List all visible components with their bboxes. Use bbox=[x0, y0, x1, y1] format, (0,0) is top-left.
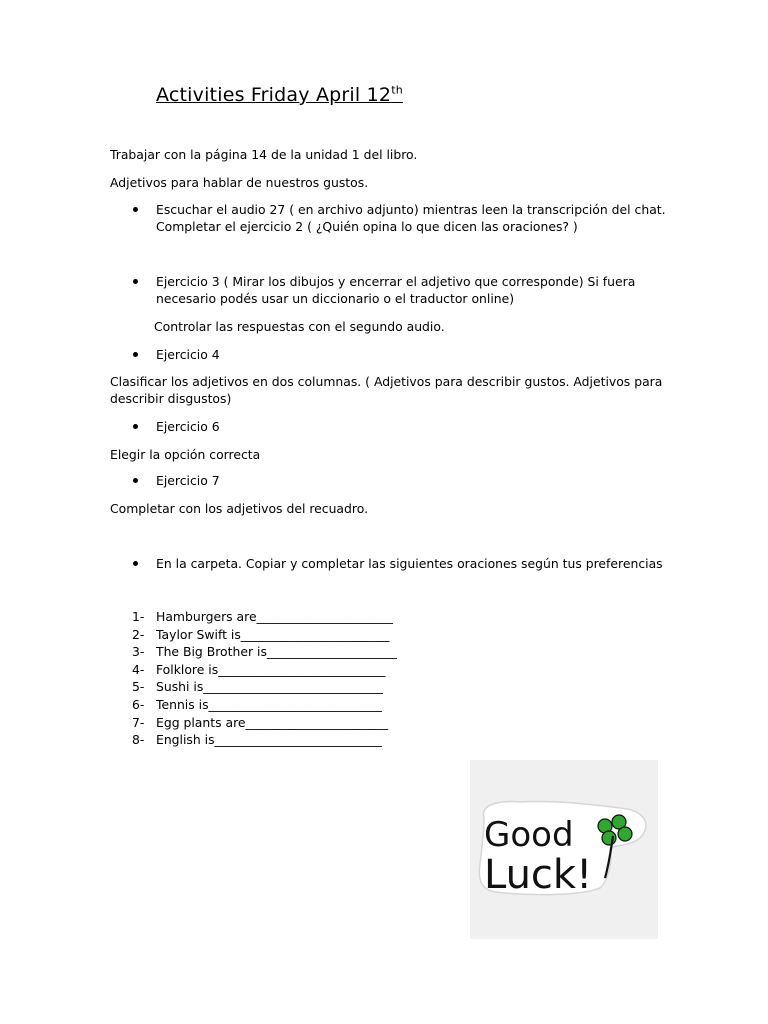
paragraph-adjectives: Adjetivos para hablar de nuestros gustos. bbox=[110, 175, 369, 190]
title-text: Activities Friday April 12 bbox=[156, 84, 392, 106]
sticker-text-luck: Luck! bbox=[484, 852, 593, 898]
list-item-number: 6- bbox=[132, 697, 145, 712]
bullet-exercise6: Ejercicio 6 bbox=[156, 419, 220, 434]
list-item-number: 4- bbox=[132, 661, 145, 677]
list-item-number: 3- bbox=[132, 644, 145, 660]
paragraph-classify-line2: describir disgustos) bbox=[110, 391, 232, 406]
bullet-exercise7: Ejercicio 7 bbox=[156, 473, 220, 488]
bullet-audio-line1: Escuchar el audio 27 ( en archivo adjunto) mientras leen la transcripción del chat. bbox=[156, 202, 666, 217]
list-item: Tennis is____________________________ bbox=[156, 697, 382, 712]
list-item: Sushi is_____________________________ bbox=[156, 679, 383, 695]
bullet-dot bbox=[133, 352, 138, 357]
bullet-audio-line2: Completar el ejercicio 2 ( ¿Quién opina lo que dicen las oraciones? ) bbox=[156, 219, 578, 234]
bullet-dot bbox=[133, 424, 138, 429]
bullet-exercise3-line2: necesario podés usar un diccionario o el traductor online) bbox=[156, 291, 515, 306]
good-luck-sticker bbox=[470, 760, 658, 939]
bullet-dot bbox=[133, 561, 138, 566]
paragraph-complete-adjectives: Completar con los adjetivos del recuadro. bbox=[110, 501, 369, 516]
list-item-number: 8- bbox=[132, 732, 145, 748]
bullet-dot bbox=[133, 207, 138, 212]
bullet-dot bbox=[133, 478, 138, 483]
sticker-text-good: Good bbox=[484, 815, 574, 855]
list-item: The Big Brother is_____________________ bbox=[156, 644, 397, 660]
list-item: English is___________________________ bbox=[156, 732, 382, 748]
list-item-number: 1- bbox=[132, 609, 145, 624]
list-item: Hamburgers are______________________ bbox=[156, 609, 393, 624]
list-item-number: 2- bbox=[132, 626, 145, 642]
list-item: Folklore is___________________________ bbox=[156, 661, 386, 677]
list-item-number: 7- bbox=[132, 714, 145, 730]
paragraph-check-answers: Controlar las respuestas con el segundo audio. bbox=[154, 319, 445, 334]
list-item: Egg plants are_______________________ bbox=[156, 714, 389, 730]
bullet-exercise4: Ejercicio 4 bbox=[156, 347, 220, 362]
bullet-notebook: En la carpeta. Copiar y completar las siguientes oraciones según tus preferencias bbox=[156, 556, 663, 571]
paragraph-instructions: Trabajar con la página 14 de la unidad 1 del libro. bbox=[110, 147, 418, 162]
bullet-dot bbox=[133, 279, 138, 284]
title-superscript: th bbox=[391, 83, 403, 97]
paragraph-classify-line1: Clasificar los adjetivos en dos columnas. ( Adjetivos para describir gustos. Adjetivos para bbox=[110, 374, 663, 389]
paragraph-choose-option: Elegir la opción correcta bbox=[110, 447, 261, 462]
list-item: Taylor Swift is________________________ bbox=[156, 626, 390, 642]
bullet-exercise3-line1: Ejercicio 3 ( Mirar los dibujos y encerrar el adjetivo que corresponde) Si fuera bbox=[156, 274, 636, 289]
list-item-number: 5- bbox=[132, 679, 145, 695]
page-title bbox=[156, 84, 403, 106]
good-luck-sticker-graphic bbox=[470, 760, 658, 939]
